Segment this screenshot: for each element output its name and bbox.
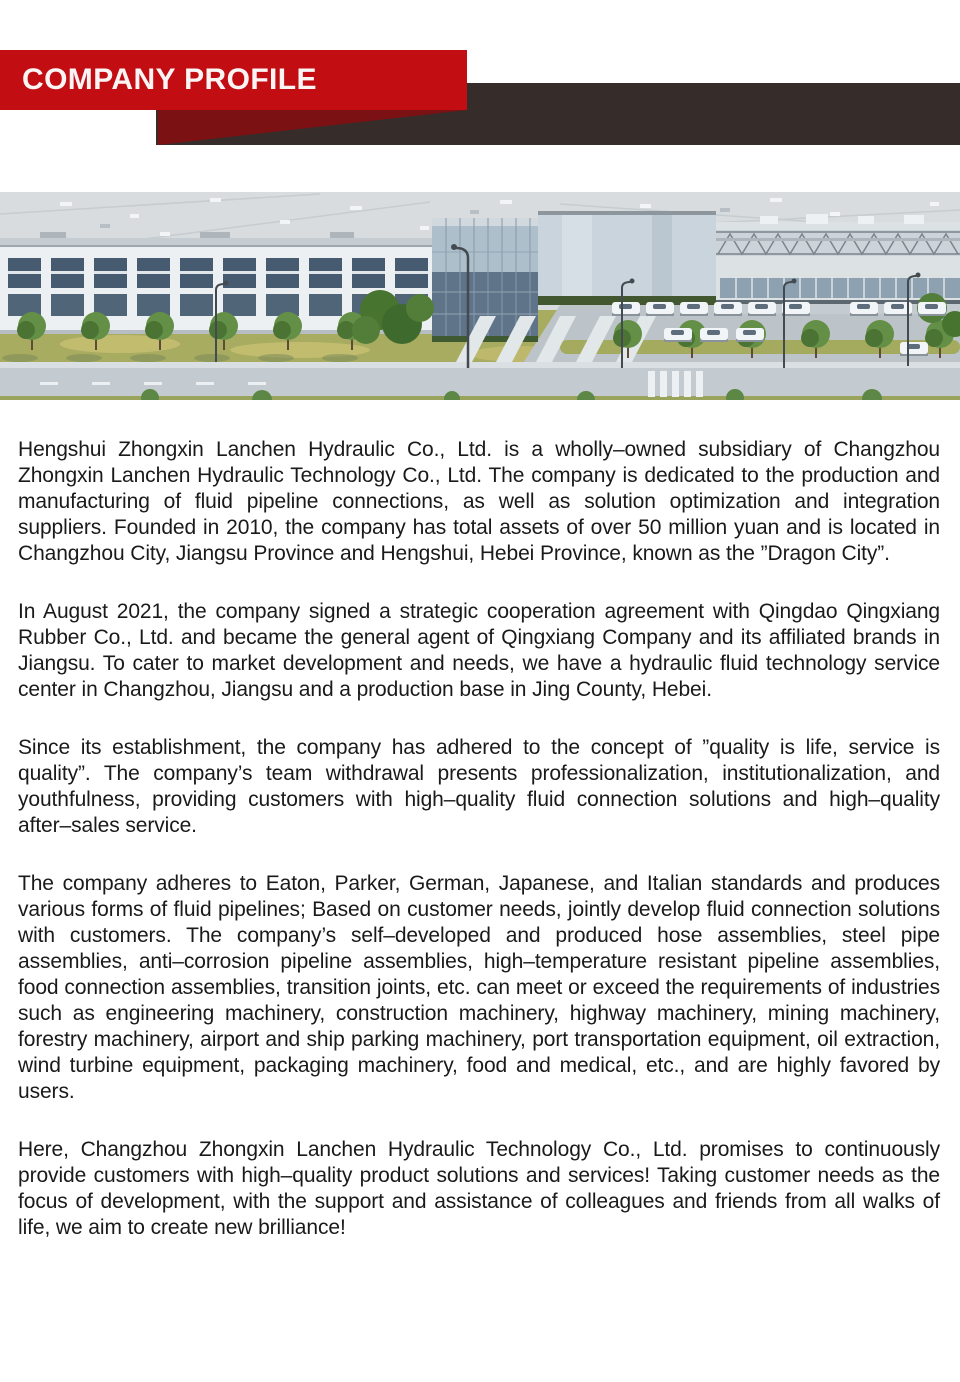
company-profile-paragraph-4: The company adheres to Eaton, Parker, German, Japanese, and Italian standards and produces various forms of fluid pipelines; Based on customer needs, jointly develop fluid connection solutions with customers. The company’s self–developed and produced hose assemblies, steel pipe assemblies, anti–corrosion pipeline assemblies, high–temperature resistant pipeline assemblies, food connection assemblies, transition joints, etc. can meet or exceed the requirements of industries such as engineering machinery, construction machinery, highway machinery, mining machinery, forestry machinery, airport and ship parking machinery, port transportation equipment, oil extraction, wind turbine equipment, packaging machinery, food and medical, etc., and are highly favored by users. bbox=[18, 872, 940, 1103]
company-profile-header bbox=[0, 0, 960, 192]
company-profile-text bbox=[0, 400, 960, 1241]
factory-photo bbox=[0, 192, 960, 400]
company-profile-paragraph-1: Hengshui Zhongxin Lanchen Hydraulic Co., Ltd. is a wholly–owned subsidiary of Changzhou Zhongxin Lanchen Hydraulic Technology Co., Ltd. The company is dedicated to the production and manufacturing of fluid pipeline connections, as well as solution optimization and integration suppliers. Founded in 2010, the company has total assets of over 50 million yuan and is located in Changzhou City, Jiangsu Province and Hengshui, Hebei Province, known as the ”Dragon City”. bbox=[18, 438, 940, 565]
page-title: COMPANY PROFILE bbox=[22, 63, 317, 96]
company-profile-paragraph-5: Here, Changzhou Zhongxin Lanchen Hydraulic Technology Co., Ltd. promises to continuously provide customers with high–quality product solutions and services! Taking customer needs as the focus of development, with the support and assistance of colleagues and friends from all walks of life, we aim to create new brilliance! bbox=[18, 1138, 940, 1239]
company-profile-paragraph-2: In August 2021, the company signed a strategic cooperation agreement with Qingdao Qingxiang Rubber Co., Ltd. and became the general agent of Qingxiang Company and its affiliated brands in Jiangsu. To cater to market development and needs, we have a hydraulic fluid technology service center in Changzhou, Jiangsu and a production base in Jing County, Hebei. bbox=[18, 600, 940, 701]
header-red-ribbon bbox=[0, 50, 467, 110]
company-profile-paragraph-3: Since its establishment, the company has adhered to the concept of ”quality is life, service is quality”. The company’s team withdrawal presents professionalization, institutionalization, and youthfulness, providing customers with high–quality fluid connection solutions and high–quality after–sales service. bbox=[18, 736, 940, 837]
building-center-wall bbox=[538, 211, 716, 305]
